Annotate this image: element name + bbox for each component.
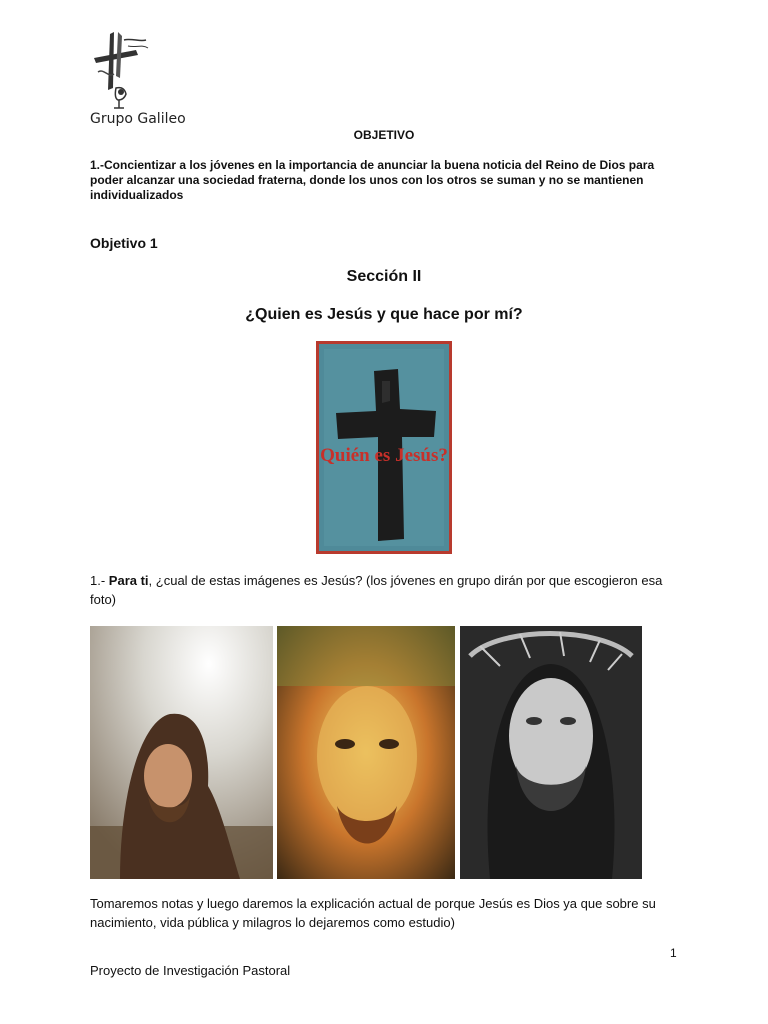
jesus-image-3 (460, 626, 642, 879)
poster-image (316, 341, 452, 554)
objective-label: Objetivo 1 (90, 235, 158, 251)
instruction-text: 1.- Para ti, ¿cual de estas imágenes es Jesús? (los jóvenes en grupo dirán por que escogieron esa foto) (90, 573, 663, 607)
section-question: ¿Quien es Jesús y que hace por mí? (245, 306, 523, 323)
jesus-image-1 (90, 626, 273, 879)
objective-text: 1.-Concientizar a los jóvenes en la importancia de anunciar la buena noticia del Reino de Dios para poder alcanzar una sociedad fraterna, donde los unos con los otros se suman y no se mantienen individualizados (90, 158, 655, 202)
page-number: 1 (670, 946, 677, 960)
objective-heading: OBJETIVO (353, 128, 415, 142)
footer-project: Proyecto de Investigación Pastoral (90, 963, 291, 978)
poster-caption: Quién es Jesús? (320, 445, 448, 466)
closing-text: Tomaremos notas y luego daremos la explicación actual de porque Jesús es Dios ya que sobre su nacimiento, vida pública y milagros lo dejaremos como estudio) (90, 896, 656, 930)
jesus-image-2 (277, 626, 455, 879)
logo (88, 28, 150, 112)
instruction-bold: Para ti (108, 573, 149, 588)
organization-name: Grupo Galileo (90, 111, 186, 127)
section-title: Sección II (346, 268, 422, 285)
cross-chalice-icon (88, 28, 150, 112)
